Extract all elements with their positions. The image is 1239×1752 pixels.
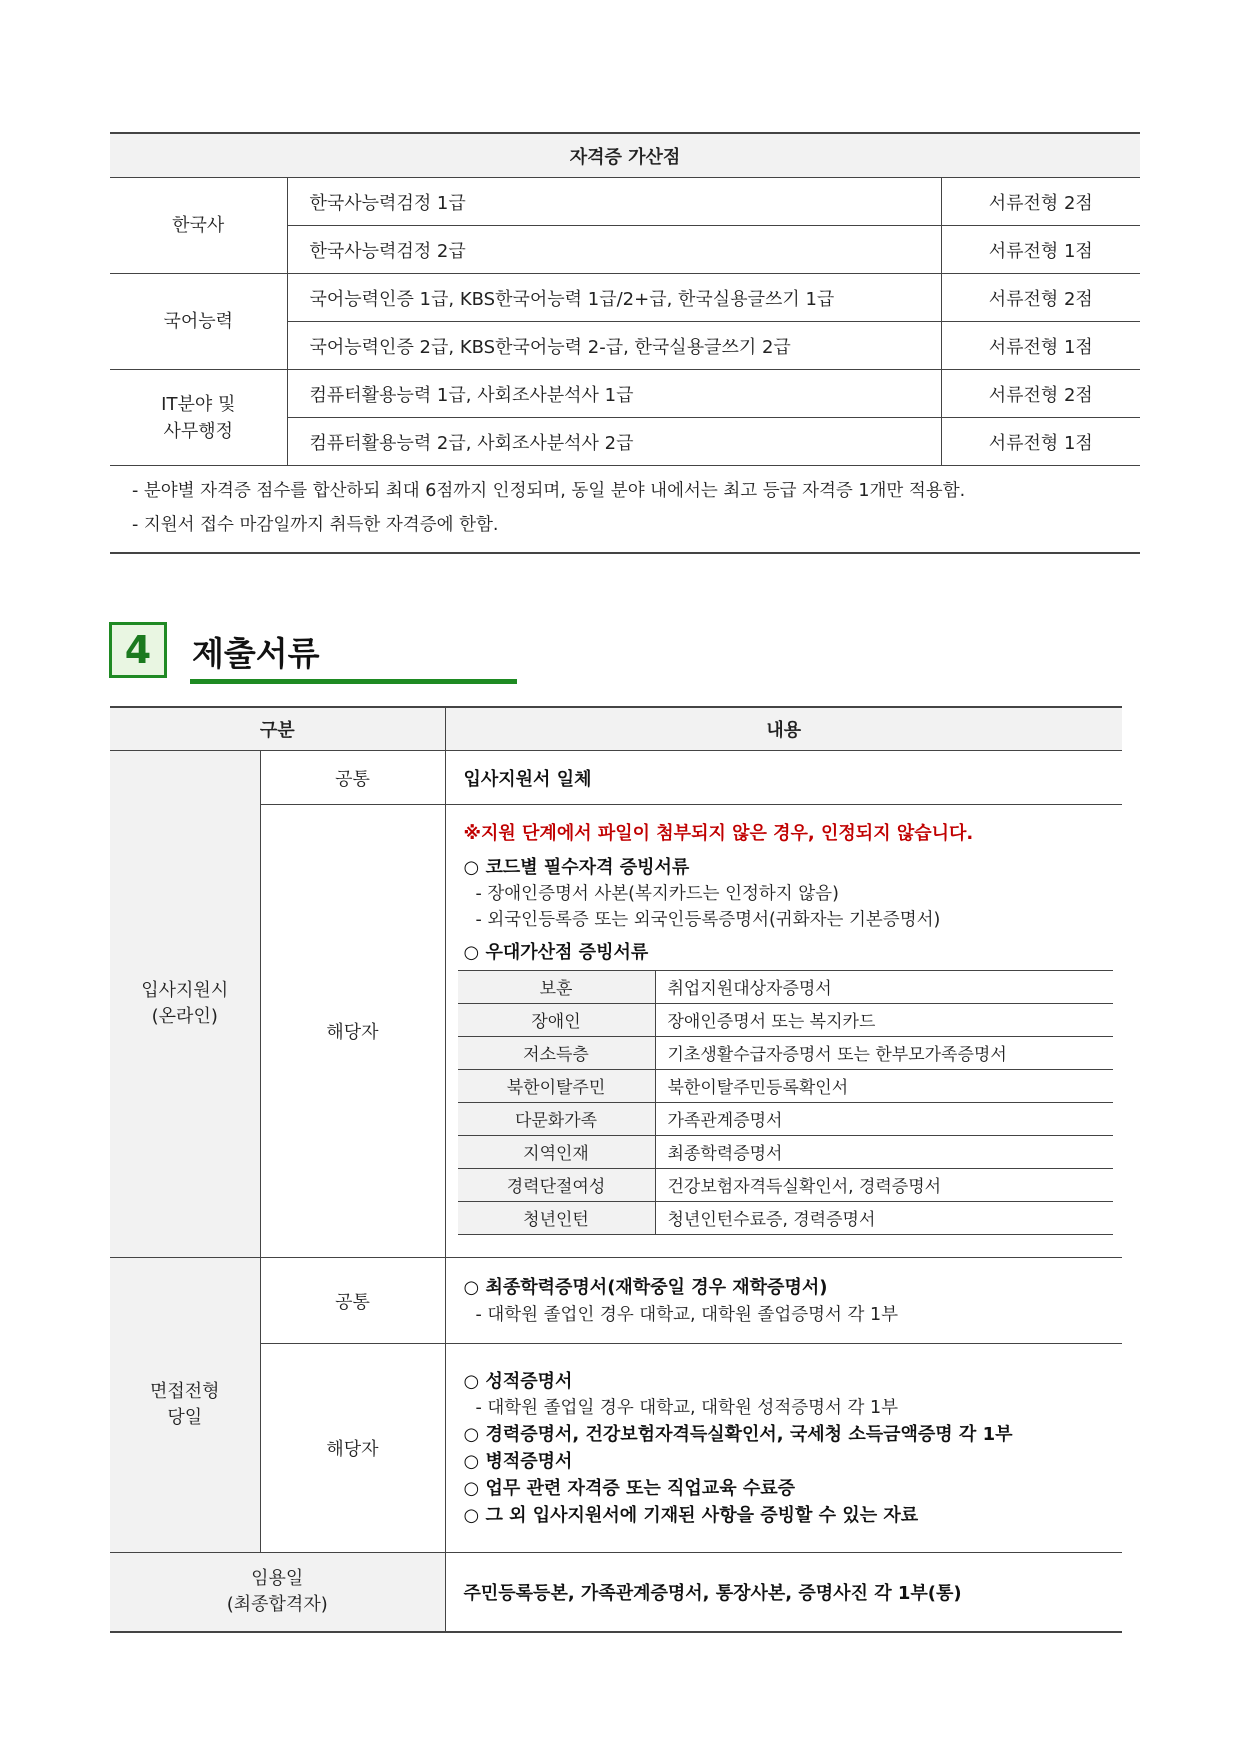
category-korean-history: 한국사 <box>110 178 287 274</box>
table-row <box>458 1036 1113 1069</box>
preference-type: 지역인재 <box>458 1135 656 1168</box>
transcript-note: - 대학원 졸업일 경우 대학교, 대학원 성적증명서 각 1부 <box>475 1397 899 1418</box>
table-row <box>110 1344 1122 1553</box>
group-interview-day: 면접전형 당일 <box>110 1258 260 1553</box>
preference-type: 청년인턴 <box>458 1201 656 1234</box>
interview-doc-line: ○ 업무 관련 자격증 또는 직업교육 수료증 <box>463 1477 796 1499</box>
header-content: 내용 <box>445 707 1122 751</box>
final-education-cert: ○ 최종학력증명서(재학중일 경우 재학증명서) <box>463 1276 828 1298</box>
section-number-badge <box>109 622 167 678</box>
preference-doc: 취업지원대상자증명서 <box>655 970 1113 1003</box>
section-title-underline <box>190 679 517 684</box>
subgroup-common: 공통 <box>260 1258 445 1344</box>
preference-type: 경력단절여성 <box>458 1168 656 1201</box>
required-doc-item: - 외국인등록증 또는 외국인등록증명서(귀화자는 기본증명서) <box>475 909 941 930</box>
section-number: 4 <box>124 628 152 672</box>
table-row <box>458 1135 1113 1168</box>
category-korean-language: 국어능력 <box>110 274 287 370</box>
interview-applicable-content <box>445 1344 1122 1553</box>
bonus-score: 서류전형 2점 <box>941 274 1140 322</box>
interview-doc-line: ○ 그 외 입사지원서에 기재된 사항을 증빙할 수 있는 자료 <box>463 1504 919 1526</box>
group-online-application: 입사지원시 (온라인) <box>110 751 260 1258</box>
table-row <box>458 1069 1113 1102</box>
table-row <box>110 1553 1122 1633</box>
bonus-score: 서류전형 1점 <box>941 322 1140 370</box>
preference-doc: 건강보험자격득실확인서, 경력증명서 <box>655 1168 1113 1201</box>
preference-doc: 기초생활수급자증명서 또는 한부모가족증명서 <box>655 1036 1113 1069</box>
preference-type: 장애인 <box>458 1003 656 1036</box>
bonus-score: 서류전형 2점 <box>941 370 1140 418</box>
certificate-item: 국어능력인증 1급, KBS한국어능력 1급/2+급, 한국실용글쓰기 1급 <box>287 274 941 322</box>
table-row <box>458 1003 1113 1036</box>
preference-doc: 가족관계증명서 <box>655 1102 1113 1135</box>
certificate-item: 한국사능력검정 1급 <box>287 178 941 226</box>
preference-doc: 최종학력증명서 <box>655 1135 1113 1168</box>
table-row <box>458 1168 1113 1201</box>
preference-type: 저소득층 <box>458 1036 656 1069</box>
note-line: - 분야별 자격증 점수를 합산하되 최대 6점까지 인정되며, 동일 분야 내에서는 최고 등급 자격증 1개만 적용함. <box>132 481 966 501</box>
bonus-score: 서류전형 2점 <box>941 178 1140 226</box>
warning-notice: ※지원 단계에서 파일이 첨부되지 않은 경우, 인정되지 않습니다. <box>463 822 974 844</box>
applicable-content <box>445 805 1122 1258</box>
preference-docs-table <box>458 970 1113 1235</box>
preference-type: 북한이탈주민 <box>458 1069 656 1102</box>
final-education-note: - 대학원 졸업인 경우 대학교, 대학원 졸업증명서 각 1부 <box>475 1304 899 1325</box>
section-title: 제출서류 <box>192 634 320 673</box>
certificate-bonus-table <box>110 132 1140 554</box>
interview-doc-line: ○ 경력증명서, 건강보험자격득실확인서, 국세청 소득금액증명 각 1부 <box>463 1423 1013 1445</box>
table-row <box>110 178 1140 226</box>
group-appointment-day: 임용일 (최종합격자) <box>110 1553 445 1633</box>
common-content: 입사지원서 일체 <box>445 751 1122 805</box>
bonus-score: 서류전형 1점 <box>941 226 1140 274</box>
preference-doc: 북한이탈주민등록확인서 <box>655 1069 1113 1102</box>
required-docs-title: ○ 코드별 필수자격 증빙서류 <box>463 856 690 878</box>
required-doc-item: - 장애인증명서 사본(복지카드는 인정하지 않음) <box>475 883 839 904</box>
table-row <box>110 805 1122 1258</box>
table-row <box>110 1258 1122 1344</box>
table-row <box>458 970 1113 1003</box>
interview-doc-line: ○ 병적증명서 <box>463 1450 573 1472</box>
subgroup-applicable: 해당자 <box>260 805 445 1258</box>
subgroup-common: 공통 <box>260 751 445 805</box>
preference-doc: 청년인턴수료증, 경력증명서 <box>655 1201 1113 1234</box>
table-row <box>458 1102 1113 1135</box>
transcript-title: ○ 성적증명서 <box>463 1370 573 1392</box>
certificate-item: 국어능력인증 2급, KBS한국어능력 2-급, 한국실용글쓰기 2급 <box>287 322 941 370</box>
bonus-score: 서류전형 1점 <box>941 418 1140 466</box>
preference-type: 다문화가족 <box>458 1102 656 1135</box>
certificate-notes <box>110 466 1140 554</box>
table-row <box>110 274 1140 322</box>
preference-type: 보훈 <box>458 970 656 1003</box>
subgroup-applicable: 해당자 <box>260 1344 445 1553</box>
submission-documents-table <box>110 706 1122 1633</box>
category-line: IT분야 및 <box>161 393 236 415</box>
table-row <box>110 751 1122 805</box>
table-row <box>110 370 1140 418</box>
preference-docs-title: ○ 우대가산점 증빙서류 <box>463 941 649 963</box>
category-line: 사무행정 <box>163 420 234 442</box>
certificate-item: 컴퓨터활용능력 1급, 사회조사분석사 1급 <box>287 370 941 418</box>
certificate-table-title: 자격증 가산점 <box>110 133 1140 178</box>
appointment-content: 주민등록등본, 가족관계증명서, 통장사본, 증명사진 각 1부(통) <box>445 1553 1122 1633</box>
certificate-item: 컴퓨터활용능력 2급, 사회조사분석사 2급 <box>287 418 941 466</box>
category-it-office <box>110 370 287 466</box>
table-row <box>458 1201 1113 1234</box>
preference-doc: 장애인증명서 또는 복지카드 <box>655 1003 1113 1036</box>
interview-common-content <box>445 1258 1122 1344</box>
certificate-item: 한국사능력검정 2급 <box>287 226 941 274</box>
header-category: 구분 <box>110 707 445 751</box>
note-line: - 지원서 접수 마감일까지 취득한 자격증에 한함. <box>132 515 499 535</box>
